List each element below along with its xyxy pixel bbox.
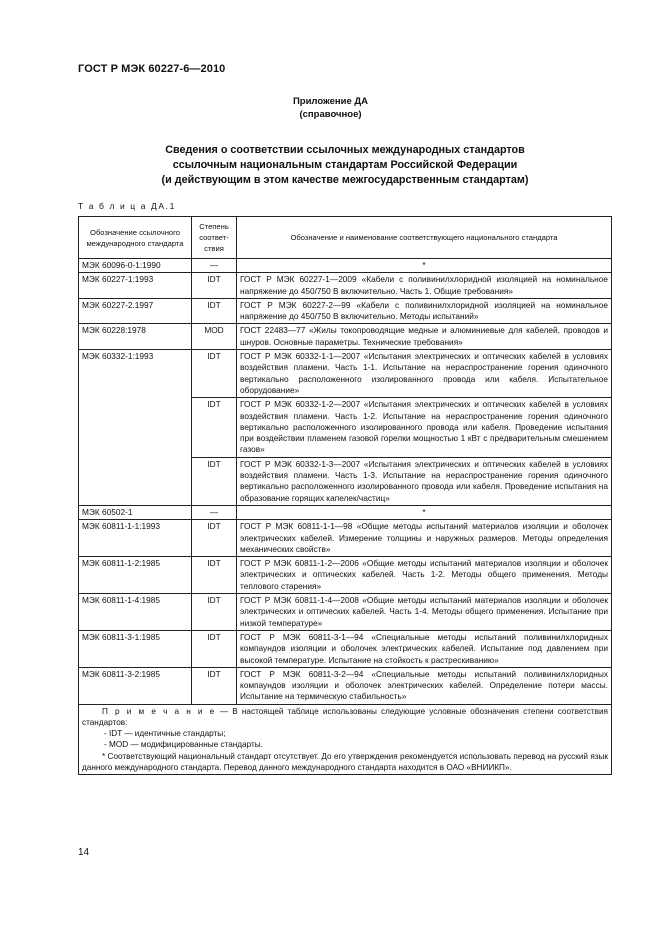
appendix-subtitle: (справочное): [299, 109, 362, 120]
degree: IDT: [192, 667, 237, 704]
ref-standard: МЭК 60502-1: [79, 505, 192, 519]
national-standard: *: [237, 505, 612, 519]
standards-table: [78, 216, 612, 775]
ref-standard: МЭК 60227-2.1997: [79, 298, 192, 324]
degree: IDT: [192, 594, 237, 631]
degree: —: [192, 259, 237, 273]
degree: IDT: [192, 298, 237, 324]
degree: IDT: [192, 398, 237, 457]
degree: —: [192, 505, 237, 519]
national-standard: ГОСТ Р МЭК 60811-1-1—98 «Общие методы испытаний материалов изоляции и оболочек электрических кабелей. Измерение толщины и наружных размеров. Методы определения механических свойств»: [237, 520, 612, 557]
degree: IDT: [192, 520, 237, 557]
table-row: [79, 505, 612, 519]
ref-standard: МЭК 60811-1-4:1985: [79, 594, 192, 631]
page-number: 14: [78, 847, 90, 858]
table-row: [79, 557, 612, 594]
national-standard: *: [237, 259, 612, 273]
note-intro: [82, 706, 608, 728]
degree: IDT: [192, 350, 237, 398]
ref-standard: МЭК 60811-1-2:1985: [79, 557, 192, 594]
table-row: [79, 298, 612, 324]
note-footnote: * Соответствующий национальный стандарт отсутствует. До его утверждения рекомендуется использовать перевод на русский язык данного международного стандарта. Перевод данного международного стандарта находится в ОАО «ВНИИКП».: [82, 751, 608, 772]
national-standard: ГОСТ Р МЭК 60811-1-4—2008 «Общие методы испытаний материалов изоляции и оболочек электрических и оптических кабелей. Часть 1-4. Методы общего применения. Испытание при низкой температуре»: [237, 594, 612, 631]
table-row: [79, 667, 612, 704]
ref-standard: МЭК 60811-1-1:1993: [79, 520, 192, 557]
table-header-row: [79, 217, 612, 259]
note-lead: П р и м е ч а н и е: [102, 706, 216, 716]
degree: IDT: [192, 630, 237, 667]
ref-standard: МЭК 60332-1:1993: [79, 350, 192, 506]
national-standard: ГОСТ Р МЭК 60227-2—99 «Кабели с поливинилхлоридной изоляцией на номинальное напряжение до 450/750 В включительно. Методы испытаний»: [237, 298, 612, 324]
table-row: [79, 630, 612, 667]
title-line-3: (и действующим в этом качестве межгосударственным стандартам): [161, 174, 529, 186]
degree: IDT: [192, 457, 237, 505]
national-standard: ГОСТ Р МЭК 60811-3-2—94 «Специальные методы испытаний поливинилхлоридных компаундов изоляции и оболочек электрических кабелей. Определение потери массы. Испытание на термическую стабильность»: [237, 667, 612, 704]
national-standard: ГОСТ Р МЭК 60227-1—2009 «Кабели с поливинилхлоридной изоляцией на номинальное напряжение до 450/750 В включительно. Часть 1. Общие требования»: [237, 273, 612, 299]
note-text: — В настоящей таблице использованы следующие условные обозначения степени соответствия стандартов:: [82, 706, 608, 727]
appendix-title: Приложение ДА: [292, 96, 369, 107]
table-note-row: [79, 704, 612, 774]
note-item-mod: - MOD — модифицированные стандарты.: [104, 740, 263, 750]
table-row: [79, 324, 612, 350]
ref-standard: МЭК 60096-0-1:1990: [79, 259, 192, 273]
table-note: [79, 704, 612, 774]
title-line-1: Сведения о соответствии ссылочных международных стандартов: [165, 144, 525, 156]
header-national-standard: Обозначение и наименование соответствующего национального стандарта: [237, 217, 612, 259]
national-standard: ГОСТ Р МЭК 60811-1-2—2006 «Общие методы испытаний материалов изоляции и оболочек электрических и оптических кабелей. Часть 1-2. Методы общего применения. Методы теплового старения»: [237, 557, 612, 594]
section-title: [110, 143, 580, 188]
national-standard: ГОСТ Р МЭК 60811-3-1—94 «Специальные методы испытаний поливинилхлоридных компаундов изоляции и оболочек электрических кабелей. Испытание под давлением при высокой температуре. Испытание на стойкость к растрескиванию»: [237, 630, 612, 667]
table-row: [79, 594, 612, 631]
document-code: ГОСТ Р МЭК 60227-6—2010: [78, 63, 226, 75]
table-row: [79, 259, 612, 273]
national-standard: ГОСТ Р МЭК 60332-1-2—2007 «Испытания электрических и оптических кабелей в условиях воздействия пламени. Часть 1-2. Испытание на нераспространение горения одиночного вертикально расположенного изолированного провода или кабеля. Проведение испытания при воздействии пламенем газовой горелки мощностью 1 кВт с предварительным смешением газов»: [237, 398, 612, 457]
table-row: [79, 273, 612, 299]
ref-standard: МЭК 60811-3-2:1985: [79, 667, 192, 704]
title-line-2: ссылочным национальным стандартам Российской Федерации: [172, 159, 518, 171]
table-row: [79, 350, 612, 398]
degree: IDT: [192, 557, 237, 594]
ref-standard: МЭК 60228:1978: [79, 324, 192, 350]
table-row: [79, 520, 612, 557]
degree: MOD: [192, 324, 237, 350]
national-standard: ГОСТ Р МЭК 60332-1-1—2007 «Испытания электрических и оптических кабелей в условиях воздействия пламени. Часть 1-1. Испытание на нераспространение горения одиночного вертикально расположенного изолированного провода или кабеля. Испытательное оборудование»: [237, 350, 612, 398]
national-standard: ГОСТ Р МЭК 60332-1-3—2007 «Испытания электрических и оптических кабелей в условиях воздействия пламени. Часть 1-3. Испытание на нераспространение горения одиночного вертикально расположенного изолированного провода или кабеля. Проведение испытания на образование горящих капелек/частиц»: [237, 457, 612, 505]
degree: IDT: [192, 273, 237, 299]
ref-standard: МЭК 60811-3-1:1985: [79, 630, 192, 667]
note-item-idt: - IDT — идентичные стандарты;: [104, 729, 226, 739]
header-degree: Степень соответ-ствия: [192, 217, 237, 259]
header-international-standard: Обозначение ссылочного международного стандарта: [79, 217, 192, 259]
national-standard: ГОСТ 22483—77 «Жилы токопроводящие медные и алюминиевые для кабелей, проводов и шнуров. Основные параметры. Технические требования»: [237, 324, 612, 350]
ref-standard: МЭК 60227-1:1993: [79, 273, 192, 299]
table-label: Т а б л и ц а ДА.1: [78, 201, 176, 211]
